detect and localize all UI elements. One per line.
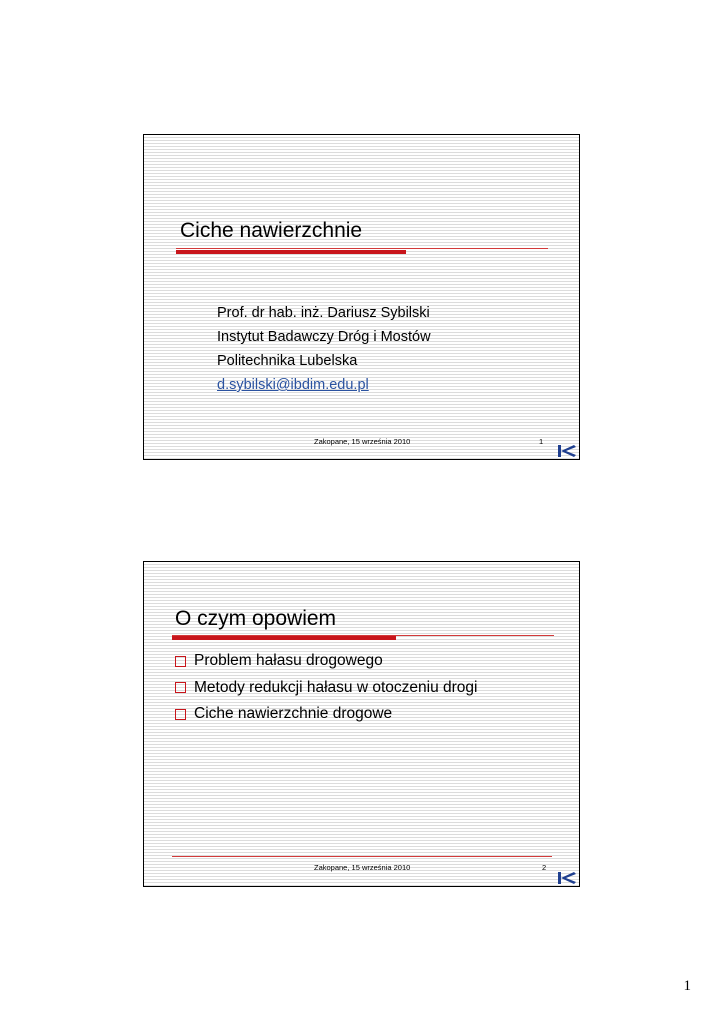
author-name: Prof. dr hab. inż. Dariusz Sybilski bbox=[217, 305, 430, 321]
bullet-list bbox=[175, 648, 477, 728]
title-underline-thin bbox=[176, 248, 548, 249]
bullet-text: Metody redukcji hałasu w otoczeniu drogi bbox=[194, 678, 478, 696]
author-email-link[interactable]: d.sybilski@ibdim.edu.pl bbox=[217, 377, 369, 393]
bullet-item bbox=[175, 701, 477, 728]
slide-number: 2 bbox=[542, 863, 547, 872]
author-block bbox=[217, 301, 431, 397]
page-number: 1 bbox=[683, 978, 691, 994]
slide-footer: Zakopane, 15 września 2010 bbox=[314, 863, 411, 872]
ibdim-logo-icon bbox=[558, 445, 576, 457]
slide-title: Ciche nawierzchnie bbox=[180, 219, 363, 242]
author-university: Politechnika Lubelska bbox=[217, 353, 358, 369]
bullet-item bbox=[175, 675, 477, 702]
slide-number: 1 bbox=[539, 437, 544, 446]
bullet-item bbox=[175, 648, 477, 675]
title-underline-thick bbox=[176, 250, 406, 254]
checkbox-icon bbox=[175, 709, 186, 720]
slide-1 bbox=[143, 134, 580, 460]
footer-rule bbox=[172, 856, 552, 857]
bullet-text: Problem hałasu drogowego bbox=[194, 652, 383, 670]
checkbox-icon bbox=[175, 682, 186, 693]
slide-title: O czym opowiem bbox=[175, 607, 337, 630]
title-underline-thick bbox=[172, 636, 396, 640]
checkbox-icon bbox=[175, 656, 186, 667]
bullet-text: Ciche nawierzchnie drogowe bbox=[194, 705, 393, 723]
slide-2 bbox=[143, 561, 580, 887]
author-institute: Instytut Badawczy Dróg i Mostów bbox=[217, 329, 431, 345]
slide-footer: Zakopane, 15 września 2010 bbox=[314, 437, 411, 446]
ibdim-logo-icon bbox=[558, 872, 576, 884]
